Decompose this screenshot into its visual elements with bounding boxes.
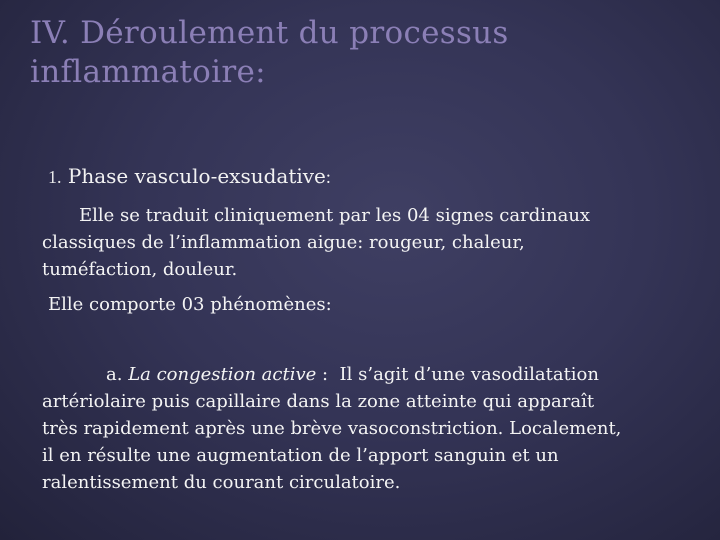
paragraph-1-line-3: tuméfaction, douleur. — [42, 259, 238, 280]
item-label: a. — [106, 364, 123, 385]
paragraph-1-line-1: Elle se traduit cliniquement par les 04 signes cardinaux — [79, 205, 591, 226]
section-heading-colon: : — [325, 167, 331, 187]
item-separator: : — [316, 364, 329, 385]
paragraph-3-line-5: ralentissement du courant circulatoire. — [42, 472, 401, 493]
section-heading-text: Phase vasculo-exsudative — [67, 164, 326, 188]
slide-title-line-1: IV. Déroulement du processus — [30, 15, 509, 51]
paragraph-3-line-1: Il s’agit d’une vasodilatation — [339, 364, 599, 385]
section-heading — [48, 162, 331, 191]
paragraph-3-line-2: artériolaire puis capillaire dans la zone atteinte qui apparaît — [42, 391, 595, 412]
paragraph-3-line-4: il en résulte une augmentation de l’apport sanguin et un — [42, 445, 559, 466]
paragraph-cardinal-signs — [42, 202, 708, 283]
paragraph-3-line-3: très rapidement après une brève vasoconstriction. Localement, — [42, 418, 622, 439]
item-term: La congestion active — [128, 364, 317, 385]
paragraph-active-congestion — [42, 361, 708, 496]
paragraph-phenomena: Elle comporte 03 phénomènes: — [48, 294, 332, 315]
slide-title — [30, 14, 690, 92]
section-number: 1. — [48, 167, 62, 187]
slide-title-line-2: inflammatoire: — [30, 54, 266, 90]
paragraph-1-line-2: classiques de l’inflammation aigue: rougeur, chaleur, — [42, 232, 525, 253]
